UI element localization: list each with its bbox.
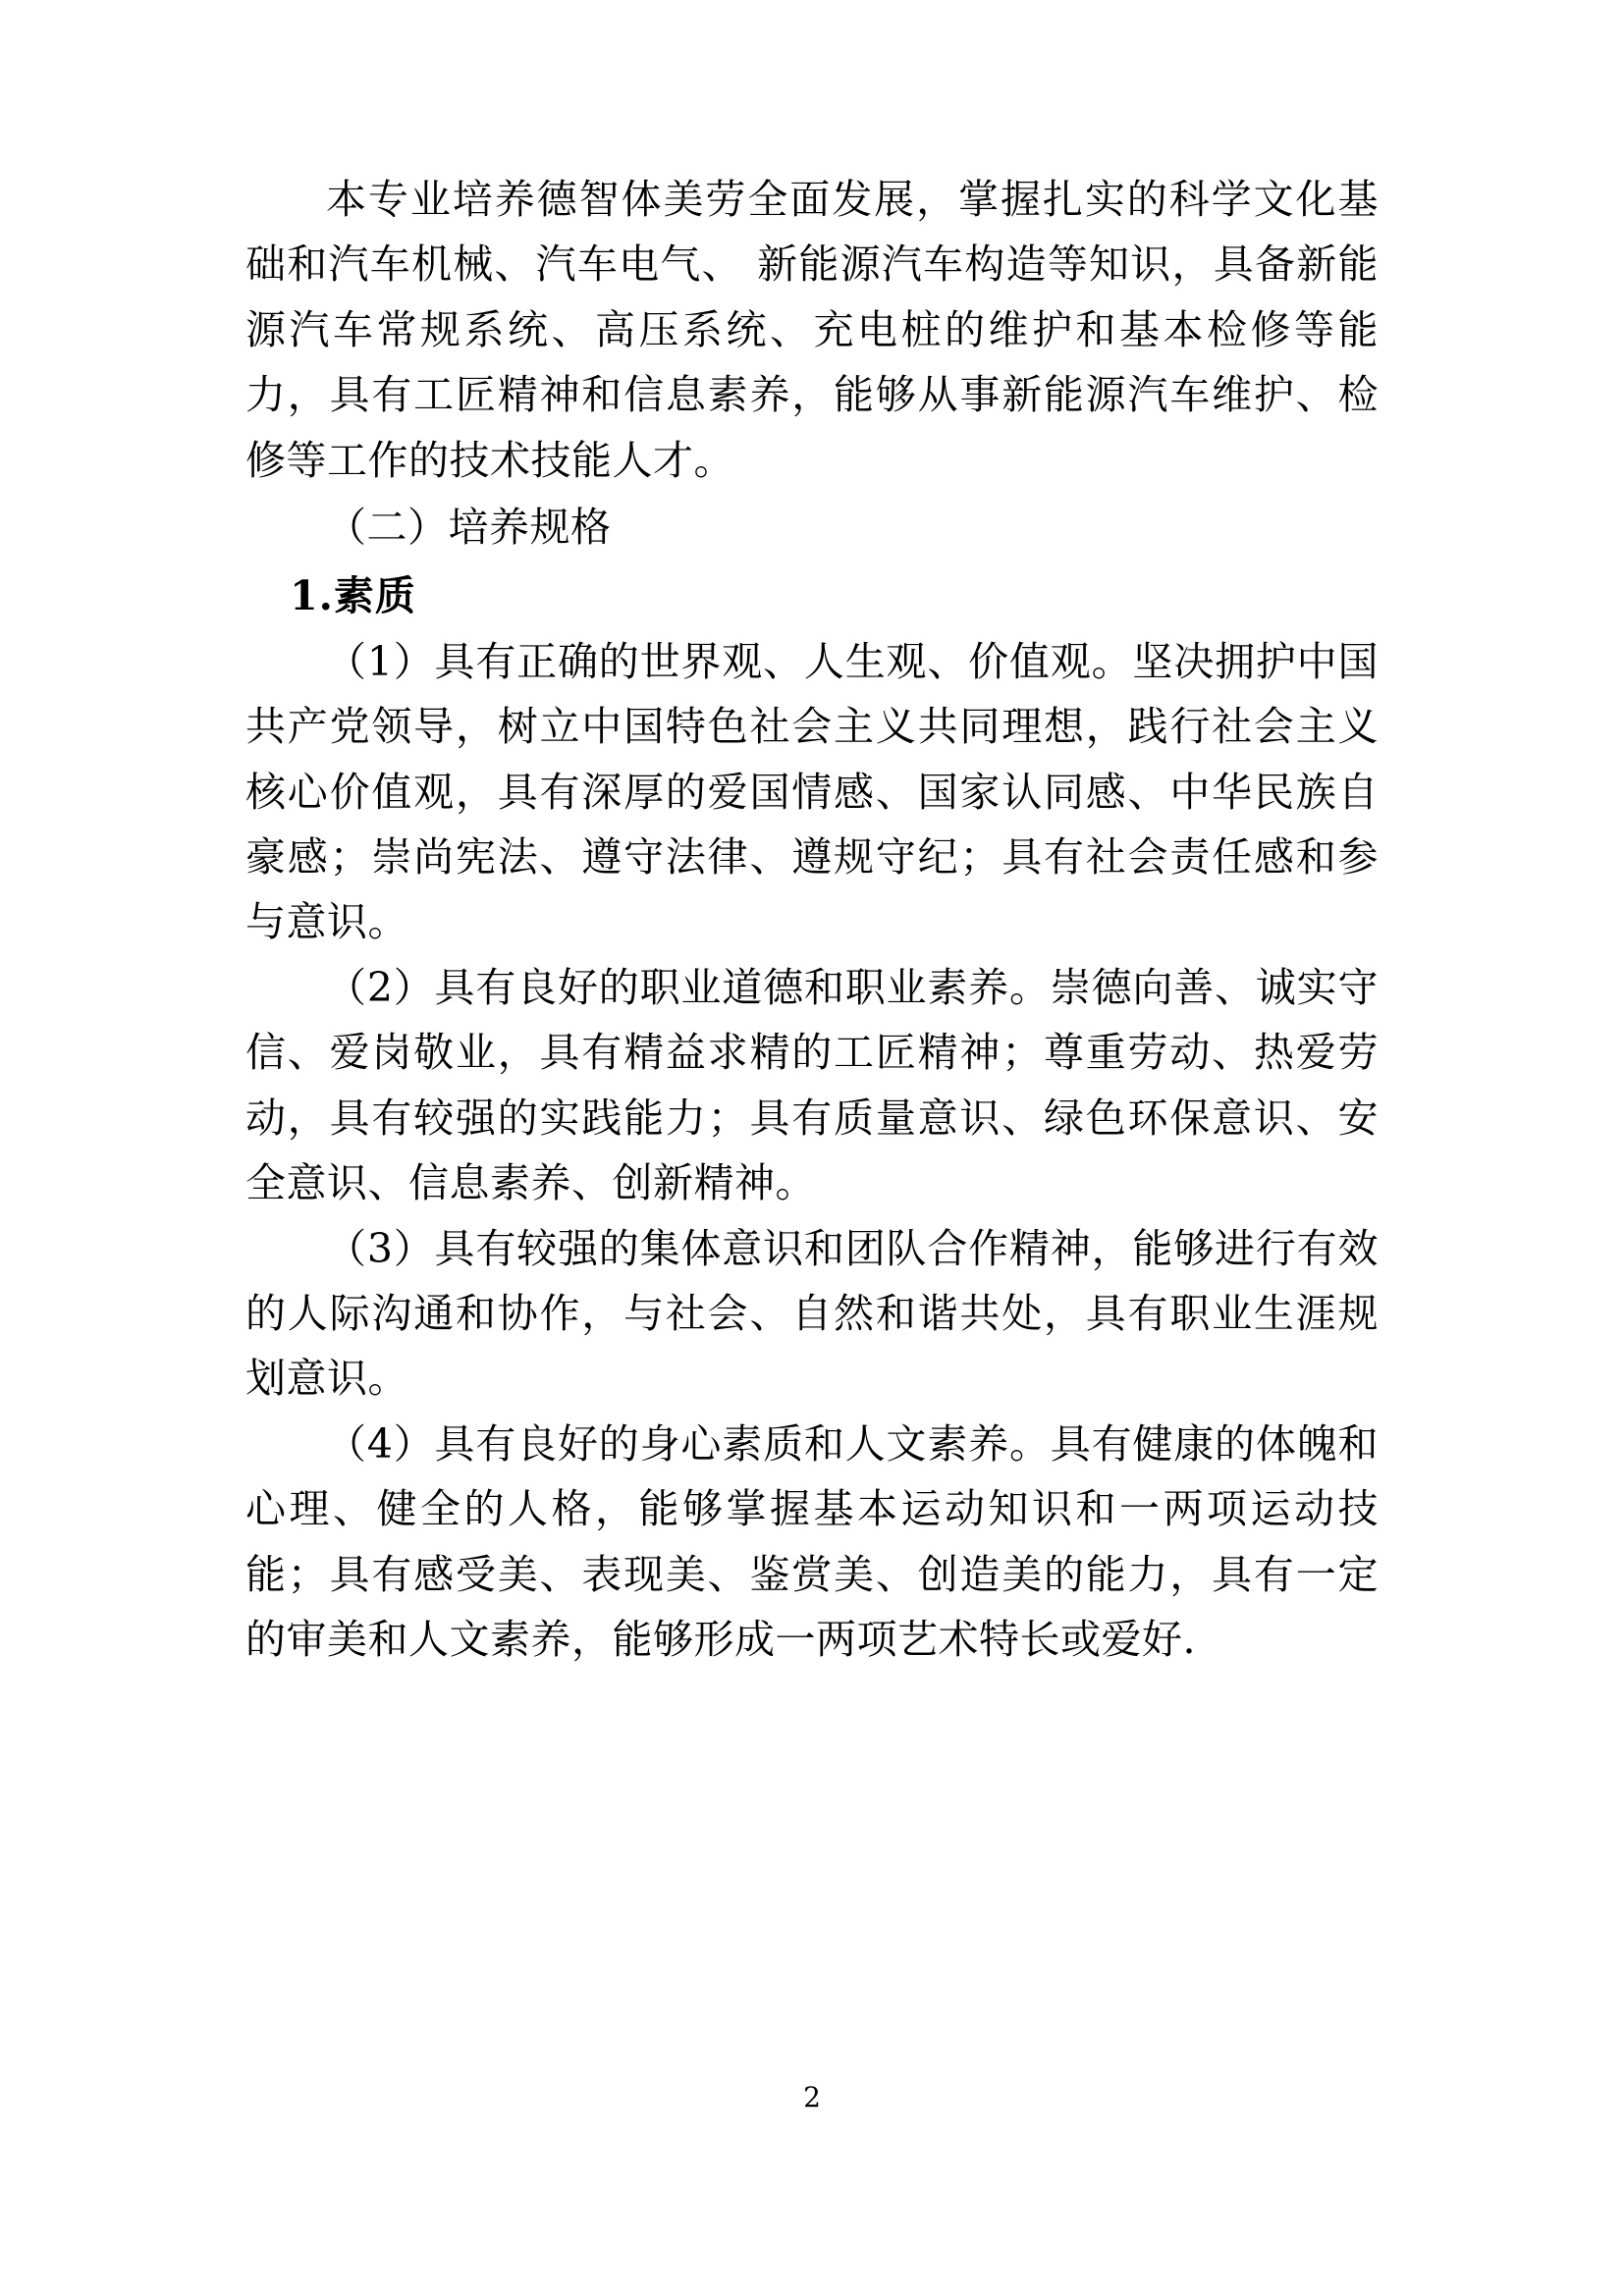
paragraph-intro: 本专业培养德智体美劳全面发展，掌握扎实的科学文化基础和汽车机械、汽车电气、 新能源汽车构造等知识，具备新能源汽车常规系统、高压系统、充电桩的维护和基本检修等能力，具有工匠精神和信息素养，能够从事新能源汽车维护、检修等工作的技术技能人才。 <box>245 176 1379 484</box>
subsection-heading-quality: 1.素质 <box>290 572 416 620</box>
paragraph-item-3: （3）具有较强的集体意识和团队合作精神，能够进行有效的人际沟通和协作，与社会、自然和谐共处，具有职业生涯规划意识。 <box>245 1224 1379 1403</box>
document-body <box>245 167 1379 1672</box>
section-heading-training-specification: （二）培养规格 <box>326 504 612 552</box>
paragraph-item-4: （4）具有良好的身心素质和人文素养。具有健康的体魄和心理、健全的人格，能够掌握基本运动知识和一两项运动技能；具有感受美、表现美、鉴赏美、创造美的能力，具有一定的审美和人文素养，能够形成一两项艺术特长或爱好. <box>245 1419 1379 1663</box>
paragraph-item-1: （1）具有正确的世界观、人生观、价值观。坚决拥护中国共产党领导，树立中国特色社会主义共同理想，践行社会主义核心价值观，具有深厚的爱国情感、国家认同感、中华民族自豪感；崇尚宪法、遵守法律、遵规守纪；具有社会责任感和参与意识。 <box>245 637 1379 946</box>
paragraph-item-2: （2）具有良好的职业道德和职业素养。崇德向善、诚实守信、爱岗敬业，具有精益求精的工匠精神；尊重劳动、热爱劳动，具有较强的实践能力；具有质量意识、绿色环保意识、安全意识、信息素养、创新精神。 <box>245 963 1379 1207</box>
page-number: 2 <box>803 2081 821 2113</box>
